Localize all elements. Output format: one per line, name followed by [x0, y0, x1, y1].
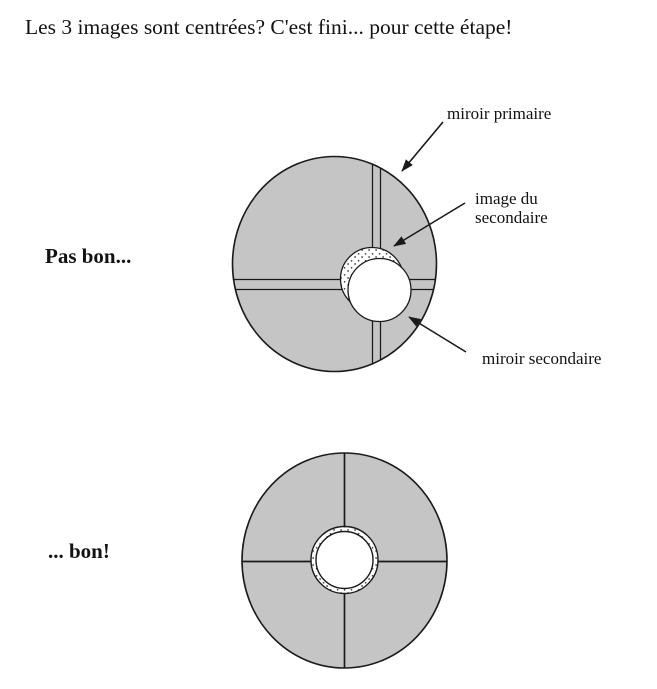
label-bon: ... bon! — [48, 539, 110, 563]
callout-miroir-primaire: miroir primaire — [447, 104, 552, 123]
primary-mirror-disk — [233, 157, 437, 372]
secondary-centered-rings — [311, 527, 378, 594]
diagram-bon — [241, 452, 448, 669]
callout-miroir-secondaire: miroir secondaire — [482, 349, 602, 368]
secondary-mirror-silhouette — [348, 259, 411, 322]
arrow-to-secondary-mirror — [409, 317, 466, 352]
page-title: Les 3 images sont centrées? C'est fini... pour cette étape! — [25, 15, 513, 39]
callout-image-du-secondaire-line2: secondaire — [475, 208, 548, 228]
callout-image-du-secondaire-line1: image du — [475, 189, 538, 208]
arrow-to-primary-mirror — [402, 122, 443, 171]
diagram-pas-bon — [231, 122, 466, 373]
label-pas-bon: Pas bon... — [45, 244, 132, 268]
